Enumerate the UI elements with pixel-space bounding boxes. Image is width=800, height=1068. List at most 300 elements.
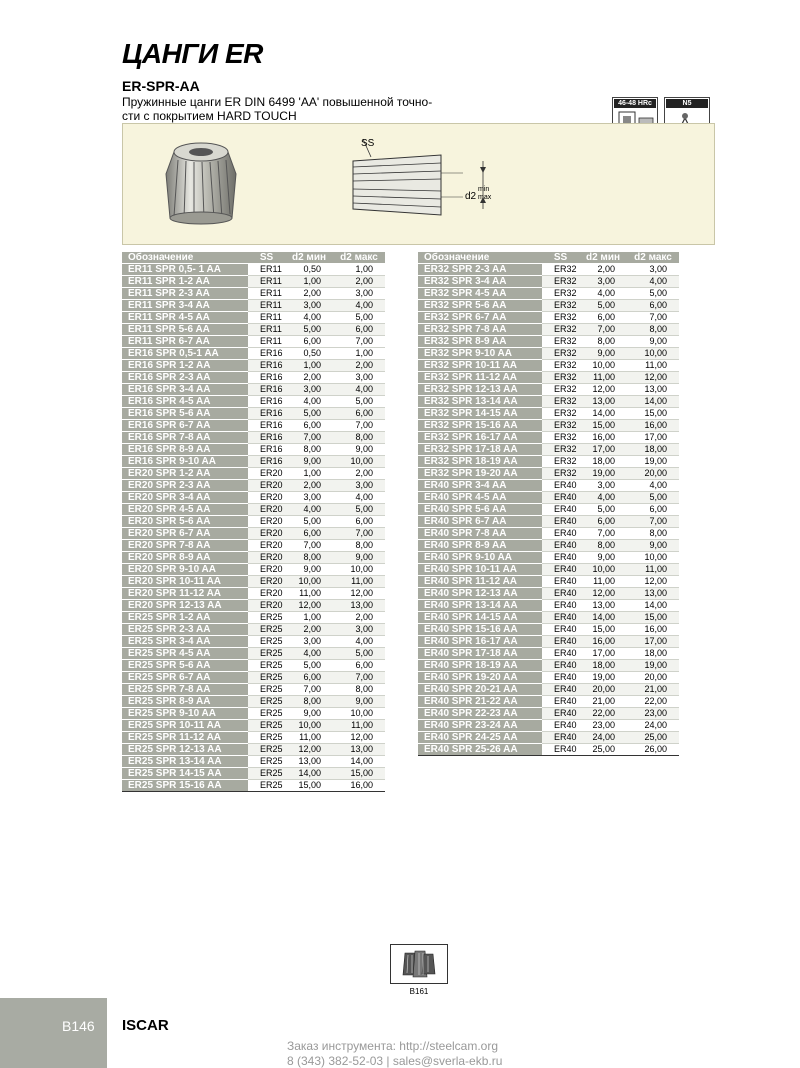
- d2-max-cell: 8,00: [627, 528, 679, 540]
- ss-cell: ER20: [248, 576, 285, 588]
- ss-cell: ER40: [542, 660, 579, 672]
- designation-cell: ER32 SPR 11-12 AA: [418, 372, 542, 384]
- d2-max-cell: 13,00: [333, 744, 385, 756]
- d2-max-cell: 20,00: [627, 468, 679, 480]
- d2-max-cell: 13,00: [333, 600, 385, 612]
- column-header-d2-min: d2 мин: [285, 252, 333, 264]
- ss-cell: ER40: [542, 576, 579, 588]
- ss-cell: ER25: [248, 696, 285, 708]
- ss-cell: ER11: [248, 324, 285, 336]
- ss-cell: ER40: [542, 612, 579, 624]
- ss-cell: ER40: [542, 696, 579, 708]
- designation-cell: ER40 SPR 24-25 AA: [418, 732, 542, 744]
- table-row: [122, 540, 385, 552]
- d2-min-cell: 3,00: [285, 492, 333, 504]
- d2-min-cell: 5,00: [285, 660, 333, 672]
- ss-cell: ER20: [248, 600, 285, 612]
- table-row: [418, 696, 679, 708]
- d2-max-cell: 7,00: [333, 420, 385, 432]
- designation-cell: ER11 SPR 2-3 AA: [122, 288, 248, 300]
- table-row: [122, 288, 385, 300]
- d2-min-cell: 17,00: [579, 648, 627, 660]
- table-row: [122, 780, 385, 792]
- description-line-2: сти с покрытием HARD TOUCH: [122, 109, 297, 123]
- ss-cell: ER11: [248, 300, 285, 312]
- designation-cell: ER40 SPR 22-23 AA: [418, 708, 542, 720]
- column-header-designation: Обозначение: [122, 252, 248, 264]
- table-row: [418, 648, 679, 660]
- designation-cell: ER40 SPR 18-19 AA: [418, 660, 542, 672]
- d2-dimension-label: d2: [465, 191, 477, 202]
- ss-cell: ER40: [542, 648, 579, 660]
- d2-max-cell: 14,00: [627, 600, 679, 612]
- ss-dimension-label: SS: [361, 138, 375, 149]
- d2-min-label: min: [478, 186, 490, 193]
- d2-min-cell: 19,00: [579, 672, 627, 684]
- ss-cell: ER16: [248, 360, 285, 372]
- d2-max-cell: 9,00: [333, 552, 385, 564]
- ss-cell: ER25: [248, 708, 285, 720]
- ss-cell: ER32: [542, 324, 579, 336]
- d2-max-cell: 18,00: [627, 648, 679, 660]
- table-row: [418, 420, 679, 432]
- designation-cell: ER40 SPR 17-18 AA: [418, 648, 542, 660]
- table-row: [122, 576, 385, 588]
- d2-min-cell: 7,00: [579, 528, 627, 540]
- d2-max-cell: 7,00: [333, 528, 385, 540]
- d2-min-cell: 8,00: [579, 336, 627, 348]
- designation-cell: ER32 SPR 19-20 AA: [418, 468, 542, 480]
- designation-cell: ER25 SPR 6-7 AA: [122, 672, 248, 684]
- d2-min-cell: 4,00: [579, 492, 627, 504]
- d2-min-cell: 3,00: [285, 384, 333, 396]
- ss-cell: ER32: [542, 288, 579, 300]
- d2-min-cell: 17,00: [579, 444, 627, 456]
- ss-cell: ER16: [248, 348, 285, 360]
- designation-cell: ER16 SPR 4-5 AA: [122, 396, 248, 408]
- d2-max-cell: 15,00: [627, 408, 679, 420]
- ss-cell: ER20: [248, 468, 285, 480]
- d2-min-cell: 13,00: [285, 756, 333, 768]
- ss-cell: ER40: [542, 480, 579, 492]
- table-row: [122, 336, 385, 348]
- table-row: [418, 708, 679, 720]
- d2-min-cell: 8,00: [285, 696, 333, 708]
- designation-cell: ER32 SPR 14-15 AA: [418, 408, 542, 420]
- column-header-d2-min: d2 мин: [579, 252, 627, 264]
- d2-min-cell: 18,00: [579, 660, 627, 672]
- ss-cell: ER32: [542, 408, 579, 420]
- designation-cell: ER40 SPR 8-9 AA: [418, 540, 542, 552]
- d2-max-cell: 6,00: [333, 516, 385, 528]
- d2-min-cell: 4,00: [579, 288, 627, 300]
- d2-max-cell: 11,00: [333, 720, 385, 732]
- d2-max-cell: 1,00: [333, 348, 385, 360]
- table-row: [418, 372, 679, 384]
- table-row: [122, 528, 385, 540]
- designation-cell: ER20 SPR 12-13 AA: [122, 600, 248, 612]
- column-header-d2-max: d2 макс: [627, 252, 679, 264]
- ss-cell: ER16: [248, 384, 285, 396]
- d2-min-cell: 7,00: [285, 432, 333, 444]
- d2-min-cell: 4,00: [285, 648, 333, 660]
- table-row: [122, 564, 385, 576]
- d2-max-cell: 10,00: [627, 552, 679, 564]
- d2-min-cell: 7,00: [285, 684, 333, 696]
- table-row: [122, 372, 385, 384]
- d2-max-cell: 9,00: [333, 444, 385, 456]
- ss-cell: ER32: [542, 336, 579, 348]
- table-row: [418, 360, 679, 372]
- table-row: [418, 504, 679, 516]
- table-row: [418, 432, 679, 444]
- designation-cell: ER11 SPR 4-5 AA: [122, 312, 248, 324]
- d2-min-cell: 21,00: [579, 696, 627, 708]
- collet-set-icon: [391, 945, 447, 983]
- d2-max-cell: 26,00: [627, 744, 679, 756]
- related-product-page-ref: B161: [409, 987, 429, 996]
- table-row: [122, 636, 385, 648]
- brand-name: ISCAR: [122, 1017, 169, 1034]
- table-row: [122, 588, 385, 600]
- d2-min-cell: 6,00: [285, 528, 333, 540]
- d2-max-cell: 3,00: [333, 288, 385, 300]
- surface-finish-label: N5: [666, 99, 708, 108]
- designation-cell: ER40 SPR 14-15 AA: [418, 612, 542, 624]
- d2-min-cell: 5,00: [579, 504, 627, 516]
- table-row: [122, 276, 385, 288]
- designation-cell: ER20 SPR 1-2 AA: [122, 468, 248, 480]
- ss-cell: ER32: [542, 300, 579, 312]
- table-row: [418, 540, 679, 552]
- designation-cell: ER16 SPR 9-10 AA: [122, 456, 248, 468]
- d2-min-cell: 7,00: [579, 324, 627, 336]
- table-row: [418, 336, 679, 348]
- d2-max-cell: 9,00: [627, 540, 679, 552]
- designation-cell: ER40 SPR 12-13 AA: [418, 588, 542, 600]
- d2-min-cell: 5,00: [285, 324, 333, 336]
- column-header-ss: SS: [542, 252, 579, 264]
- d2-min-cell: 5,00: [579, 300, 627, 312]
- d2-min-cell: 9,00: [579, 348, 627, 360]
- d2-min-cell: 6,00: [285, 420, 333, 432]
- designation-cell: ER25 SPR 7-8 AA: [122, 684, 248, 696]
- d2-max-cell: 4,00: [627, 276, 679, 288]
- table-row: [418, 300, 679, 312]
- d2-max-cell: 8,00: [333, 540, 385, 552]
- d2-min-cell: 10,00: [579, 564, 627, 576]
- collet-illustration-panel: [122, 123, 715, 245]
- d2-min-cell: 14,00: [579, 408, 627, 420]
- d2-min-cell: 16,00: [579, 432, 627, 444]
- d2-max-cell: 5,00: [333, 648, 385, 660]
- ss-cell: ER25: [248, 636, 285, 648]
- d2-max-cell: 16,00: [333, 780, 385, 792]
- d2-max-cell: 2,00: [333, 276, 385, 288]
- designation-cell: ER25 SPR 8-9 AA: [122, 696, 248, 708]
- d2-max-cell: 5,00: [333, 504, 385, 516]
- d2-min-cell: 4,00: [285, 312, 333, 324]
- ss-cell: ER32: [542, 372, 579, 384]
- d2-min-cell: 14,00: [285, 768, 333, 780]
- table-row: [418, 588, 679, 600]
- d2-max-cell: 6,00: [627, 300, 679, 312]
- d2-max-cell: 7,00: [333, 672, 385, 684]
- d2-min-cell: 15,00: [579, 624, 627, 636]
- ss-cell: ER25: [248, 732, 285, 744]
- designation-cell: ER25 SPR 10-11 AA: [122, 720, 248, 732]
- d2-min-cell: 1,00: [285, 468, 333, 480]
- table-row: [418, 564, 679, 576]
- table-row: [122, 648, 385, 660]
- ss-cell: ER32: [542, 432, 579, 444]
- column-header-ss: SS: [248, 252, 285, 264]
- ss-cell: ER25: [248, 624, 285, 636]
- d2-min-cell: 14,00: [579, 612, 627, 624]
- table-row: [122, 408, 385, 420]
- designation-cell: ER40 SPR 25-26 AA: [418, 744, 542, 756]
- table-row: [418, 720, 679, 732]
- table-row: [418, 480, 679, 492]
- d2-min-cell: 2,00: [285, 624, 333, 636]
- d2-max-cell: 4,00: [333, 492, 385, 504]
- table-row: [122, 420, 385, 432]
- designation-cell: ER40 SPR 7-8 AA: [418, 528, 542, 540]
- ss-cell: ER20: [248, 480, 285, 492]
- ss-cell: ER40: [542, 624, 579, 636]
- ss-cell: ER25: [248, 768, 285, 780]
- table-row: [418, 660, 679, 672]
- ss-cell: ER25: [248, 744, 285, 756]
- designation-cell: ER20 SPR 11-12 AA: [122, 588, 248, 600]
- table-row: [418, 456, 679, 468]
- d2-min-cell: 15,00: [579, 420, 627, 432]
- table-row: [122, 684, 385, 696]
- ss-cell: ER16: [248, 420, 285, 432]
- d2-min-cell: 18,00: [579, 456, 627, 468]
- designation-cell: ER40 SPR 23-24 AA: [418, 720, 542, 732]
- d2-min-cell: 3,00: [579, 480, 627, 492]
- table-row: [418, 396, 679, 408]
- table-row: [122, 384, 385, 396]
- table-row: [122, 456, 385, 468]
- table-row: [418, 684, 679, 696]
- designation-cell: ER32 SPR 17-18 AA: [418, 444, 542, 456]
- d2-max-cell: 11,00: [627, 564, 679, 576]
- table-row: [418, 408, 679, 420]
- d2-min-cell: 0,50: [285, 348, 333, 360]
- table-row: [122, 696, 385, 708]
- table-row: [122, 552, 385, 564]
- d2-max-cell: 3,00: [333, 480, 385, 492]
- designation-cell: ER25 SPR 2-3 AA: [122, 624, 248, 636]
- designation-cell: ER20 SPR 5-6 AA: [122, 516, 248, 528]
- ss-cell: ER25: [248, 720, 285, 732]
- d2-min-cell: 7,00: [285, 540, 333, 552]
- d2-min-cell: 3,00: [285, 636, 333, 648]
- table-row: [418, 276, 679, 288]
- d2-max-cell: 4,00: [333, 636, 385, 648]
- column-header-designation: Обозначение: [418, 252, 542, 264]
- ss-cell: ER25: [248, 660, 285, 672]
- ss-cell: ER40: [542, 720, 579, 732]
- d2-max-cell: 25,00: [627, 732, 679, 744]
- d2-min-cell: 9,00: [285, 708, 333, 720]
- designation-cell: ER20 SPR 6-7 AA: [122, 528, 248, 540]
- ss-cell: ER25: [248, 780, 285, 792]
- d2-max-cell: 5,00: [627, 492, 679, 504]
- table-row: [418, 528, 679, 540]
- table-row: [122, 432, 385, 444]
- d2-max-cell: 4,00: [333, 300, 385, 312]
- designation-cell: ER16 SPR 1-2 AA: [122, 360, 248, 372]
- ss-cell: ER32: [542, 264, 579, 276]
- ss-cell: ER16: [248, 408, 285, 420]
- designation-cell: ER16 SPR 8-9 AA: [122, 444, 248, 456]
- d2-max-cell: 7,00: [627, 312, 679, 324]
- table-row: [122, 660, 385, 672]
- designation-cell: ER40 SPR 5-6 AA: [418, 504, 542, 516]
- ss-cell: ER40: [542, 672, 579, 684]
- d2-min-cell: 11,00: [579, 372, 627, 384]
- ss-cell: ER20: [248, 492, 285, 504]
- designation-cell: ER20 SPR 8-9 AA: [122, 552, 248, 564]
- d2-max-cell: 17,00: [627, 432, 679, 444]
- d2-min-cell: 19,00: [579, 468, 627, 480]
- d2-max-cell: 7,00: [627, 516, 679, 528]
- d2-min-cell: 23,00: [579, 720, 627, 732]
- d2-max-cell: 20,00: [627, 672, 679, 684]
- d2-min-cell: 2,00: [579, 264, 627, 276]
- designation-cell: ER40 SPR 15-16 AA: [418, 624, 542, 636]
- d2-max-cell: 6,00: [627, 504, 679, 516]
- d2-max-cell: 16,00: [627, 624, 679, 636]
- table-row: [122, 720, 385, 732]
- table-header-row: [418, 252, 679, 264]
- d2-min-cell: 11,00: [285, 588, 333, 600]
- ss-cell: ER16: [248, 396, 285, 408]
- designation-cell: ER25 SPR 3-4 AA: [122, 636, 248, 648]
- ss-cell: ER40: [542, 552, 579, 564]
- d2-max-cell: 10,00: [333, 708, 385, 720]
- designation-cell: ER32 SPR 6-7 AA: [418, 312, 542, 324]
- ss-cell: ER40: [542, 540, 579, 552]
- table-body: [122, 264, 385, 792]
- d2-min-cell: 10,00: [285, 576, 333, 588]
- d2-min-cell: 1,00: [285, 276, 333, 288]
- d2-max-cell: 8,00: [333, 684, 385, 696]
- d2-min-cell: 3,00: [285, 300, 333, 312]
- d2-max-cell: 5,00: [333, 312, 385, 324]
- table-row: [122, 516, 385, 528]
- table-row: [418, 600, 679, 612]
- ss-cell: ER32: [542, 276, 579, 288]
- d2-min-cell: 4,00: [285, 504, 333, 516]
- designation-cell: ER40 SPR 20-21 AA: [418, 684, 542, 696]
- d2-max-cell: 2,00: [333, 468, 385, 480]
- ss-cell: ER20: [248, 588, 285, 600]
- table-header-row: [122, 252, 385, 264]
- table-row: [418, 312, 679, 324]
- designation-cell: ER32 SPR 18-19 AA: [418, 456, 542, 468]
- ss-cell: ER16: [248, 432, 285, 444]
- designation-cell: ER11 SPR 3-4 AA: [122, 300, 248, 312]
- d2-max-cell: 6,00: [333, 660, 385, 672]
- d2-max-cell: 3,00: [627, 264, 679, 276]
- collet-photo-icon: [156, 134, 246, 234]
- table-row: [122, 744, 385, 756]
- ss-cell: ER32: [542, 468, 579, 480]
- column-header-d2-max: d2 макс: [333, 252, 385, 264]
- table-row: [418, 552, 679, 564]
- d2-max-cell: 4,00: [627, 480, 679, 492]
- d2-max-cell: 5,00: [627, 288, 679, 300]
- table-row: [122, 300, 385, 312]
- designation-cell: ER32 SPR 16-17 AA: [418, 432, 542, 444]
- ss-cell: ER16: [248, 372, 285, 384]
- related-product-link[interactable]: [390, 944, 448, 984]
- designation-cell: ER11 SPR 5-6 AA: [122, 324, 248, 336]
- designation-cell: ER32 SPR 12-13 AA: [418, 384, 542, 396]
- d2-min-cell: 20,00: [579, 684, 627, 696]
- ss-cell: ER40: [542, 684, 579, 696]
- table-row: [122, 612, 385, 624]
- designation-cell: ER20 SPR 10-11 AA: [122, 576, 248, 588]
- d2-max-cell: 17,00: [627, 636, 679, 648]
- designation-cell: ER20 SPR 2-3 AA: [122, 480, 248, 492]
- table-row: [122, 480, 385, 492]
- ss-cell: ER25: [248, 612, 285, 624]
- product-description: [122, 95, 452, 123]
- order-info-contacts: 8 (343) 382-52-03 | sales@sverla-ekb.ru: [287, 1054, 503, 1068]
- collet-drawing-icon: [323, 129, 503, 239]
- d2-max-cell: 2,00: [333, 612, 385, 624]
- d2-min-cell: 13,00: [579, 396, 627, 408]
- d2-max-cell: 1,00: [333, 264, 385, 276]
- ss-cell: ER40: [542, 636, 579, 648]
- d2-max-cell: 4,00: [333, 384, 385, 396]
- d2-min-cell: 22,00: [579, 708, 627, 720]
- ss-cell: ER11: [248, 264, 285, 276]
- table-row: [122, 708, 385, 720]
- table-row: [122, 324, 385, 336]
- table-row: [418, 492, 679, 504]
- designation-cell: ER40 SPR 6-7 AA: [418, 516, 542, 528]
- designation-cell: ER32 SPR 15-16 AA: [418, 420, 542, 432]
- d2-min-cell: 3,00: [579, 276, 627, 288]
- ss-cell: ER25: [248, 672, 285, 684]
- d2-max-cell: 11,00: [333, 576, 385, 588]
- table-row: [122, 264, 385, 276]
- ss-cell: ER20: [248, 540, 285, 552]
- ss-cell: ER25: [248, 684, 285, 696]
- designation-cell: ER40 SPR 9-10 AA: [418, 552, 542, 564]
- d2-max-cell: 10,00: [333, 456, 385, 468]
- table-row: [418, 624, 679, 636]
- description-line-1: Пружинные цанги ER DIN 6499 'AA' повышенной точно-: [122, 95, 433, 109]
- d2-min-cell: 10,00: [285, 720, 333, 732]
- hardness-label: 46-48 HRc: [614, 99, 656, 108]
- d2-min-cell: 6,00: [285, 672, 333, 684]
- d2-max-cell: 5,00: [333, 396, 385, 408]
- d2-max-cell: 8,00: [333, 432, 385, 444]
- d2-min-cell: 5,00: [285, 516, 333, 528]
- ss-cell: ER40: [542, 504, 579, 516]
- designation-cell: ER11 SPR 0,5- 1 AA: [122, 264, 248, 276]
- d2-max-cell: 6,00: [333, 408, 385, 420]
- d2-max-label: max: [478, 194, 492, 201]
- ss-cell: ER40: [542, 744, 579, 756]
